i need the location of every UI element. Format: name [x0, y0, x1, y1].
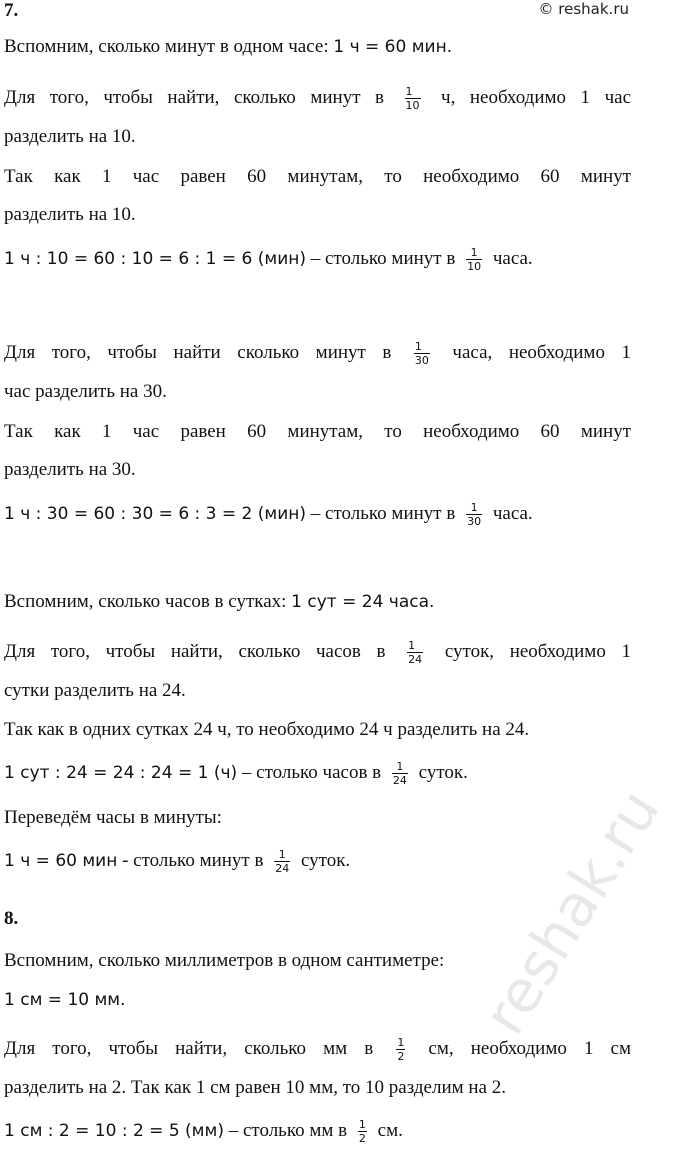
- fraction: $\frac{1}{24}$: [408, 639, 423, 667]
- p7-recall-minutes: Вспомним, сколько минут в одном часе: 1 ч = 60 мин.: [4, 36, 453, 57]
- p8-calc-1-2: 1 см : 2 = 10 : 2 = 5 (мм) – столько мм в $\frac{1}{2}$ см.: [4, 1118, 403, 1146]
- p7-calc-1-10: 1 ч : 10 = 60 : 10 = 6 : 1 = 6 (мин) – столько минут в $\frac{1}{10}$ часа.: [4, 246, 533, 274]
- p8-recall-mm: Вспомним, сколько миллиметров в одном сантиметре:: [4, 950, 445, 971]
- p7-convert-hours: Переведём часы в минуты:: [4, 807, 222, 828]
- p8-find-1-2-cont: разделить на 2. Так как 1 см равен 10 мм, то 10 разделим на 2.: [4, 1077, 506, 1098]
- p8-find-1-2: Для того, чтобы найти, сколько мм в $\frac{1}{2}$ см, необходимо 1 см: [4, 1036, 631, 1064]
- fraction: $\frac{1}{30}$: [414, 340, 429, 368]
- p7-find-1-30-cont: час разделить на 30.: [4, 381, 167, 402]
- fraction: $\frac{1}{24}$: [275, 848, 290, 876]
- copyright-label: © reshak.ru: [538, 0, 629, 18]
- p7-since-hour: Так как 1 час равен 60 минутам, то необходимо 60 минут: [4, 166, 631, 187]
- p7-find-1-30: Для того, чтобы найти сколько минут в $\frac{1}{30}$ часа, необходимо 1: [4, 340, 631, 368]
- problem-7-number: 7.: [4, 0, 19, 21]
- p8-recall-mm-math: 1 см = 10 мм.: [4, 990, 126, 1010]
- p7-find-1-24-cont: сутки разделить на 24.: [4, 680, 186, 701]
- p7-find-1-10: Для того, чтобы найти, сколько минут в $\frac{1}{10}$ ч, необходимо 1 час: [4, 85, 631, 113]
- p7-calc-minutes: 1 ч = 60 мин - столько минут в $\frac{1}{24}$ суток.: [4, 848, 351, 876]
- fraction: $\frac{1}{30}$: [467, 501, 482, 529]
- p7-since-hour-cont: разделить на 10.: [4, 204, 136, 225]
- problem-8-number: 8.: [4, 908, 19, 929]
- fraction: $\frac{1}{10}$: [467, 246, 482, 274]
- p7-recall-day: Вспомним, сколько часов в сутках: 1 сут = 24 часа.: [4, 591, 435, 612]
- p7-find-1-24: Для того, чтобы найти, сколько часов в $\frac{1}{24}$ суток, необходимо 1: [4, 639, 631, 667]
- fraction: $\frac{1}{24}$: [392, 760, 407, 788]
- p7-since-day: Так как в одних сутках 24 ч, то необходимо 24 ч разделить на 24.: [4, 719, 530, 740]
- fraction: $\frac{1}{2}$: [358, 1118, 366, 1146]
- fraction: $\frac{1}{10}$: [405, 85, 420, 113]
- p7-since-hour-2-cont: разделить на 30.: [4, 459, 136, 480]
- p7-find-1-10-cont: разделить на 10.: [4, 126, 136, 147]
- p7-calc-1-24: 1 сут : 24 = 24 : 24 = 1 (ч) – столько часов в $\frac{1}{24}$ суток.: [4, 760, 468, 788]
- p7-calc-1-30: 1 ч : 30 = 60 : 30 = 6 : 3 = 2 (мин) – столько минут в $\frac{1}{30}$ часа.: [4, 501, 533, 529]
- watermark: reshak.ru: [470, 778, 673, 1047]
- fraction: $\frac{1}{2}$: [397, 1036, 405, 1064]
- p7-since-hour-2: Так как 1 час равен 60 минутам, то необходимо 60 минут: [4, 421, 631, 442]
